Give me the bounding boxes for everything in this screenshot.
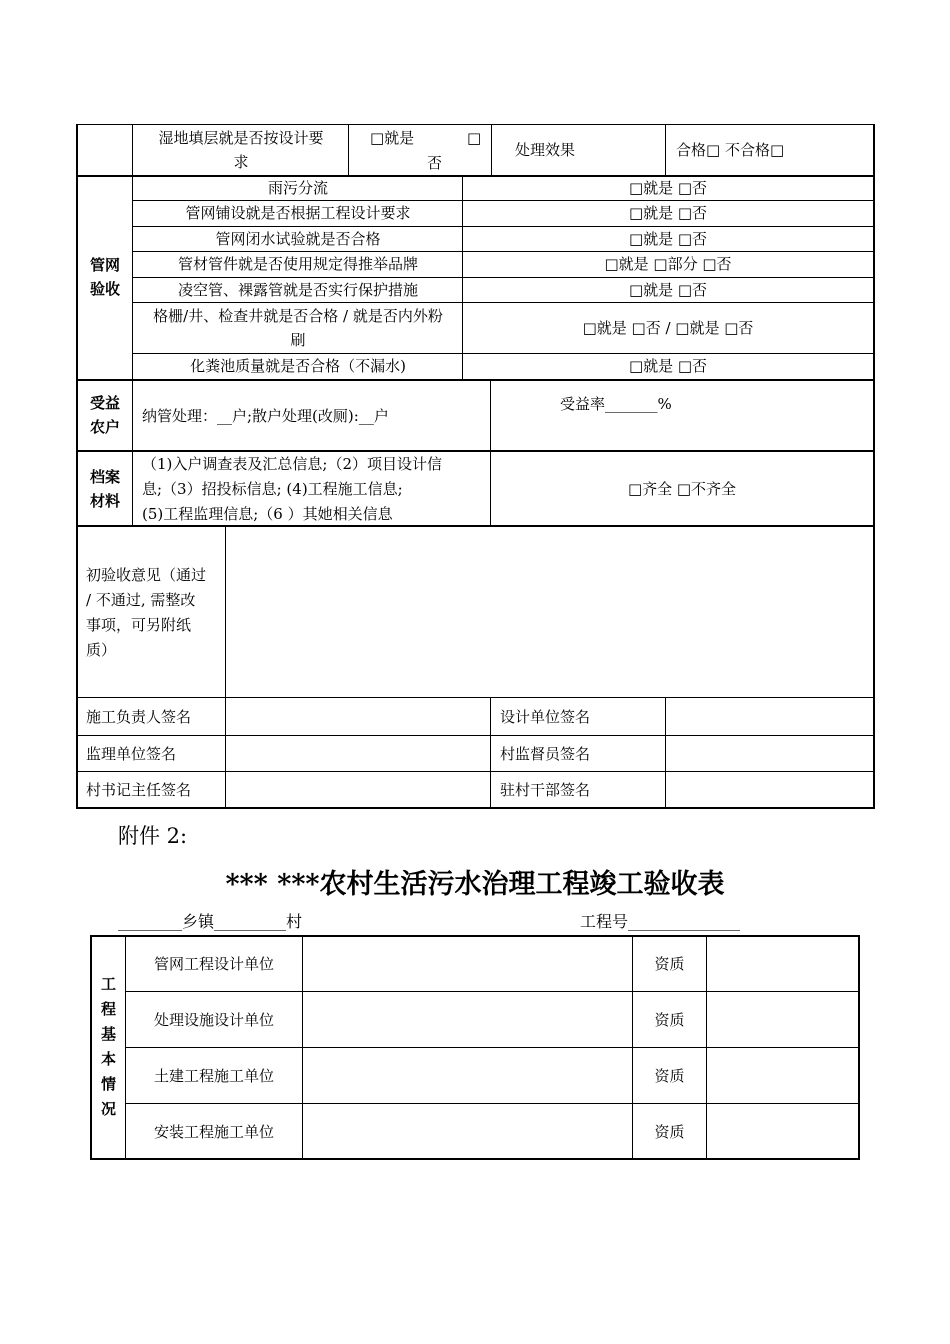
unit-label-civil-construction: 土建工程施工单位 xyxy=(153,1067,274,1085)
qualification-field-civil-construction[interactable] xyxy=(708,1049,857,1102)
pipe-option-brand[interactable]: □就是 □部分 □否 xyxy=(604,255,732,273)
signature-field-design-unit[interactable] xyxy=(667,699,872,734)
pipe-option-grate-well[interactable]: □就是 □否 / □就是 □否 xyxy=(582,319,754,337)
town-village-line[interactable]: ________乡镇_________村 xyxy=(118,912,303,931)
project-number-line[interactable]: 工程号______________ xyxy=(580,912,741,931)
signature-field-resident-cadre[interactable] xyxy=(667,773,872,806)
unit-label-pipe-design: 管网工程设计单位 xyxy=(153,955,274,973)
pipe-acceptance-label: 管网 验收 xyxy=(89,256,120,298)
benefit-households-content[interactable]: 纳管处理：__户;散户处理(改厕):__户 xyxy=(142,407,389,425)
unit-field-installation[interactable] xyxy=(304,1105,631,1158)
pipe-option-septic[interactable]: □就是 □否 xyxy=(628,357,708,375)
signature-label-resident-cadre: 驻村干部签名 xyxy=(500,781,591,799)
qualification-field-pipe-design[interactable] xyxy=(708,937,857,990)
pipe-item-grate-well: 格栅/井、检查井就是否合格 / 就是否内外粉 刷 xyxy=(153,307,443,349)
signature-label-construction-lead: 施工负责人签名 xyxy=(86,708,192,726)
unit-label-facility-design: 处理设施设计单位 xyxy=(153,1011,274,1029)
pipe-item-septic: 化粪池质量就是否合格（不漏水) xyxy=(190,357,406,375)
signature-label-supervision-unit: 监理单位签名 xyxy=(86,745,177,763)
page-title: *** ***农村生活污水治理工程竣工验收表 xyxy=(225,869,725,900)
benefit-rate[interactable]: 受益率_______% xyxy=(560,395,672,413)
signature-label-village-secretary: 村书记主任签名 xyxy=(86,781,192,799)
pipe-item-brand: 管材管件就是否使用规定得推举品牌 xyxy=(177,255,418,273)
pipe-option-laying[interactable]: □就是 □否 xyxy=(628,204,708,222)
archive-materials-label: 档案 材料 xyxy=(89,468,120,510)
unit-field-pipe-design[interactable] xyxy=(304,937,631,990)
signature-label-design-unit: 设计单位签名 xyxy=(500,708,591,726)
initial-acceptance-opinion-field[interactable] xyxy=(227,527,872,696)
qualification-label-facility-design: 资质 xyxy=(654,1011,685,1029)
pipe-item-rain-sewage: 雨污分流 xyxy=(267,179,328,197)
treatment-effect-label: 处理效果 xyxy=(515,141,576,159)
qualification-field-facility-design[interactable] xyxy=(708,993,857,1046)
unit-label-installation: 安装工程施工单位 xyxy=(153,1123,274,1141)
attachment-label: 附件 2: xyxy=(118,824,188,848)
unit-field-civil-construction[interactable] xyxy=(304,1049,631,1102)
wetland-fill-label: 湿地填层就是否按设计要 求 xyxy=(158,129,324,171)
qualification-label-pipe-design: 资质 xyxy=(654,955,685,973)
signature-label-village-supervisor: 村监督员签名 xyxy=(500,745,591,763)
pipe-item-water-test: 管网闭水试验就是否合格 xyxy=(215,230,381,248)
pipe-option-rain-sewage[interactable]: □就是 □否 xyxy=(628,179,708,197)
treatment-effect-options[interactable]: 合格□ 不合格□ xyxy=(676,141,785,159)
archive-completeness-options[interactable]: □齐全 □不齐全 xyxy=(627,480,737,498)
unit-field-facility-design[interactable] xyxy=(304,993,631,1046)
wetland-option-no: 否 xyxy=(427,154,443,172)
pipe-item-exposed: 凌空管、裸露管就是否实行保护措施 xyxy=(177,281,418,299)
pipe-item-laying: 管网铺设就是否根据工程设计要求 xyxy=(185,204,411,222)
pipe-option-exposed[interactable]: □就是 □否 xyxy=(628,281,708,299)
wetland-option-yes[interactable]: □就是 xyxy=(370,129,415,147)
project-basic-info-label: 工 程 基 本 情 况 xyxy=(100,975,116,1118)
qualification-label-civil-construction: 资质 xyxy=(654,1067,685,1085)
archive-materials-list: （1)入户调查表及汇总信息;（2）项目设计信 息;（3）招投标信息; (4)工程施工信息; (5)工程监理信息;（6 ）其她相关信息 xyxy=(142,455,442,523)
benefit-households-label: 受益 农户 xyxy=(89,394,120,436)
signature-field-village-secretary[interactable] xyxy=(227,773,489,806)
wetland-option-no-box[interactable]: □ xyxy=(467,129,482,147)
pipe-option-water-test[interactable]: □就是 □否 xyxy=(628,230,708,248)
qualification-field-installation[interactable] xyxy=(708,1105,857,1158)
signature-field-supervision-unit[interactable] xyxy=(227,737,489,770)
signature-field-village-supervisor[interactable] xyxy=(667,737,872,770)
signature-field-construction-lead[interactable] xyxy=(227,699,489,734)
initial-acceptance-opinion-label: 初验收意见（通过 / 不通过, 需整改 事项，可另附纸 质） xyxy=(86,566,207,659)
qualification-label-installation: 资质 xyxy=(654,1123,685,1141)
